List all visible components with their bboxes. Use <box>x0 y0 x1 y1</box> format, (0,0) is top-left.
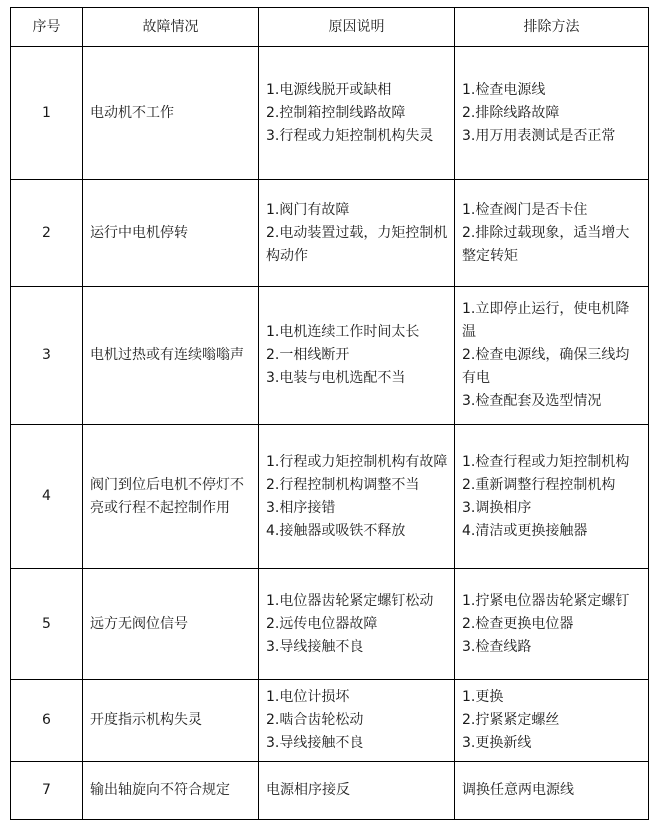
cause-item: 2.远传电位器故障 <box>266 615 378 632</box>
cause-item: 2.控制箱控制线路故障 <box>266 104 406 121</box>
fault-cell: 运行中电机停转 <box>83 180 259 287</box>
fault-cell: 电机过热或有连续嗡嗡声 <box>83 287 259 425</box>
remedy-item: 3.检查配套及选型情况 <box>462 393 602 409</box>
cause-item: 3.导线接触不良 <box>266 735 364 751</box>
remedy-item: 1.立即停止运行，使电机降温 <box>462 301 630 340</box>
cause-item: 1.电源线脱开或缺相 <box>266 81 392 98</box>
fault-cell: 电动机不工作 <box>83 47 259 180</box>
cause-item: 电源相序接反 <box>266 782 350 798</box>
table-row <box>11 425 649 569</box>
table-row <box>11 680 649 762</box>
cause-item: 3.导线接触不良 <box>266 638 364 655</box>
cause-item: 1.电位器齿轮紧定螺钉松动 <box>266 592 434 609</box>
remedy-item: 3.用万用表测试是否正常 <box>462 127 616 144</box>
cause-item: 1.行程或力矩控制机构有故障 <box>266 453 448 470</box>
header-row <box>11 8 649 47</box>
fault-cell: 开度指示机构失灵 <box>83 680 259 762</box>
cause-item: 2.一相线断开 <box>266 347 350 363</box>
table-row <box>11 47 649 180</box>
cause-cell <box>259 180 455 287</box>
remedy-item: 3.调换相序 <box>462 499 532 516</box>
remedy-item: 调换任意两电源线 <box>462 782 574 798</box>
remedy-cell <box>455 762 649 820</box>
table-row <box>11 762 649 820</box>
row-number: 4 <box>11 425 83 569</box>
remedy-item: 2.检查更换电位器 <box>462 615 574 632</box>
remedy-item: 4.清洁或更换接触器 <box>462 522 588 539</box>
remedy-item: 1.检查行程或力矩控制机构 <box>462 453 630 470</box>
fault-table <box>10 7 649 820</box>
remedy-cell <box>455 680 649 762</box>
row-number: 1 <box>11 47 83 180</box>
cause-item: 1.阀门有故障 <box>266 201 350 218</box>
cause-cell <box>259 762 455 820</box>
remedy-cell <box>455 569 649 680</box>
header-cause: 原因说明 <box>259 8 455 47</box>
remedy-item: 2.排除线路故障 <box>462 104 560 121</box>
table-row <box>11 569 649 680</box>
row-number: 2 <box>11 180 83 287</box>
remedy-item: 2.排除过载现象，适当增大整定转矩 <box>462 224 630 264</box>
fault-cell: 输出轴旋向不符合规定 <box>83 762 259 820</box>
cause-item: 4.接触器或吸铁不释放 <box>266 522 406 539</box>
remedy-cell <box>455 180 649 287</box>
remedy-cell <box>455 425 649 569</box>
cause-item: 3.行程或力矩控制机构失灵 <box>266 127 434 144</box>
remedy-cell <box>455 47 649 180</box>
cause-cell <box>259 47 455 180</box>
remedy-item: 3.检查线路 <box>462 638 532 655</box>
fault-cell: 远方无阀位信号 <box>83 569 259 680</box>
cause-item: 1.电位计损坏 <box>266 689 350 705</box>
header-fault: 故障情况 <box>83 8 259 47</box>
row-number: 7 <box>11 762 83 820</box>
cause-item: 1.电机连续工作时间太长 <box>266 324 420 340</box>
remedy-cell <box>455 287 649 425</box>
cause-cell <box>259 287 455 425</box>
cause-cell <box>259 680 455 762</box>
remedy-item: 2.检查电源线，确保三线均有电 <box>462 347 630 386</box>
remedy-item: 1.更换 <box>462 689 504 705</box>
row-number: 6 <box>11 680 83 762</box>
cause-item: 2.啮合齿轮松动 <box>266 712 364 728</box>
table-row <box>11 180 649 287</box>
table-row <box>11 287 649 425</box>
fault-cell: 阀门到位后电机不停灯不亮或行程不起控制作用 <box>83 425 259 569</box>
cause-item: 3.相序接错 <box>266 499 336 516</box>
cause-item: 2.电动装置过载，力矩控制机构动作 <box>266 224 448 264</box>
remedy-item: 1.检查电源线 <box>462 81 546 98</box>
cause-item: 3.电装与电机选配不当 <box>266 370 406 386</box>
remedy-item: 2.重新调整行程控制机构 <box>462 476 616 493</box>
remedy-item: 1.检查阀门是否卡住 <box>462 201 588 218</box>
row-number: 3 <box>11 287 83 425</box>
cause-cell <box>259 569 455 680</box>
remedy-item: 1.拧紧电位器齿轮紧定螺钉 <box>462 592 630 609</box>
cause-cell <box>259 425 455 569</box>
remedy-item: 3.更换新线 <box>462 735 532 751</box>
header-no: 序号 <box>11 8 83 47</box>
header-remedy: 排除方法 <box>455 8 649 47</box>
cause-item: 2.行程控制机构调整不当 <box>266 476 420 493</box>
row-number: 5 <box>11 569 83 680</box>
remedy-item: 2.拧紧紧定螺丝 <box>462 712 560 728</box>
